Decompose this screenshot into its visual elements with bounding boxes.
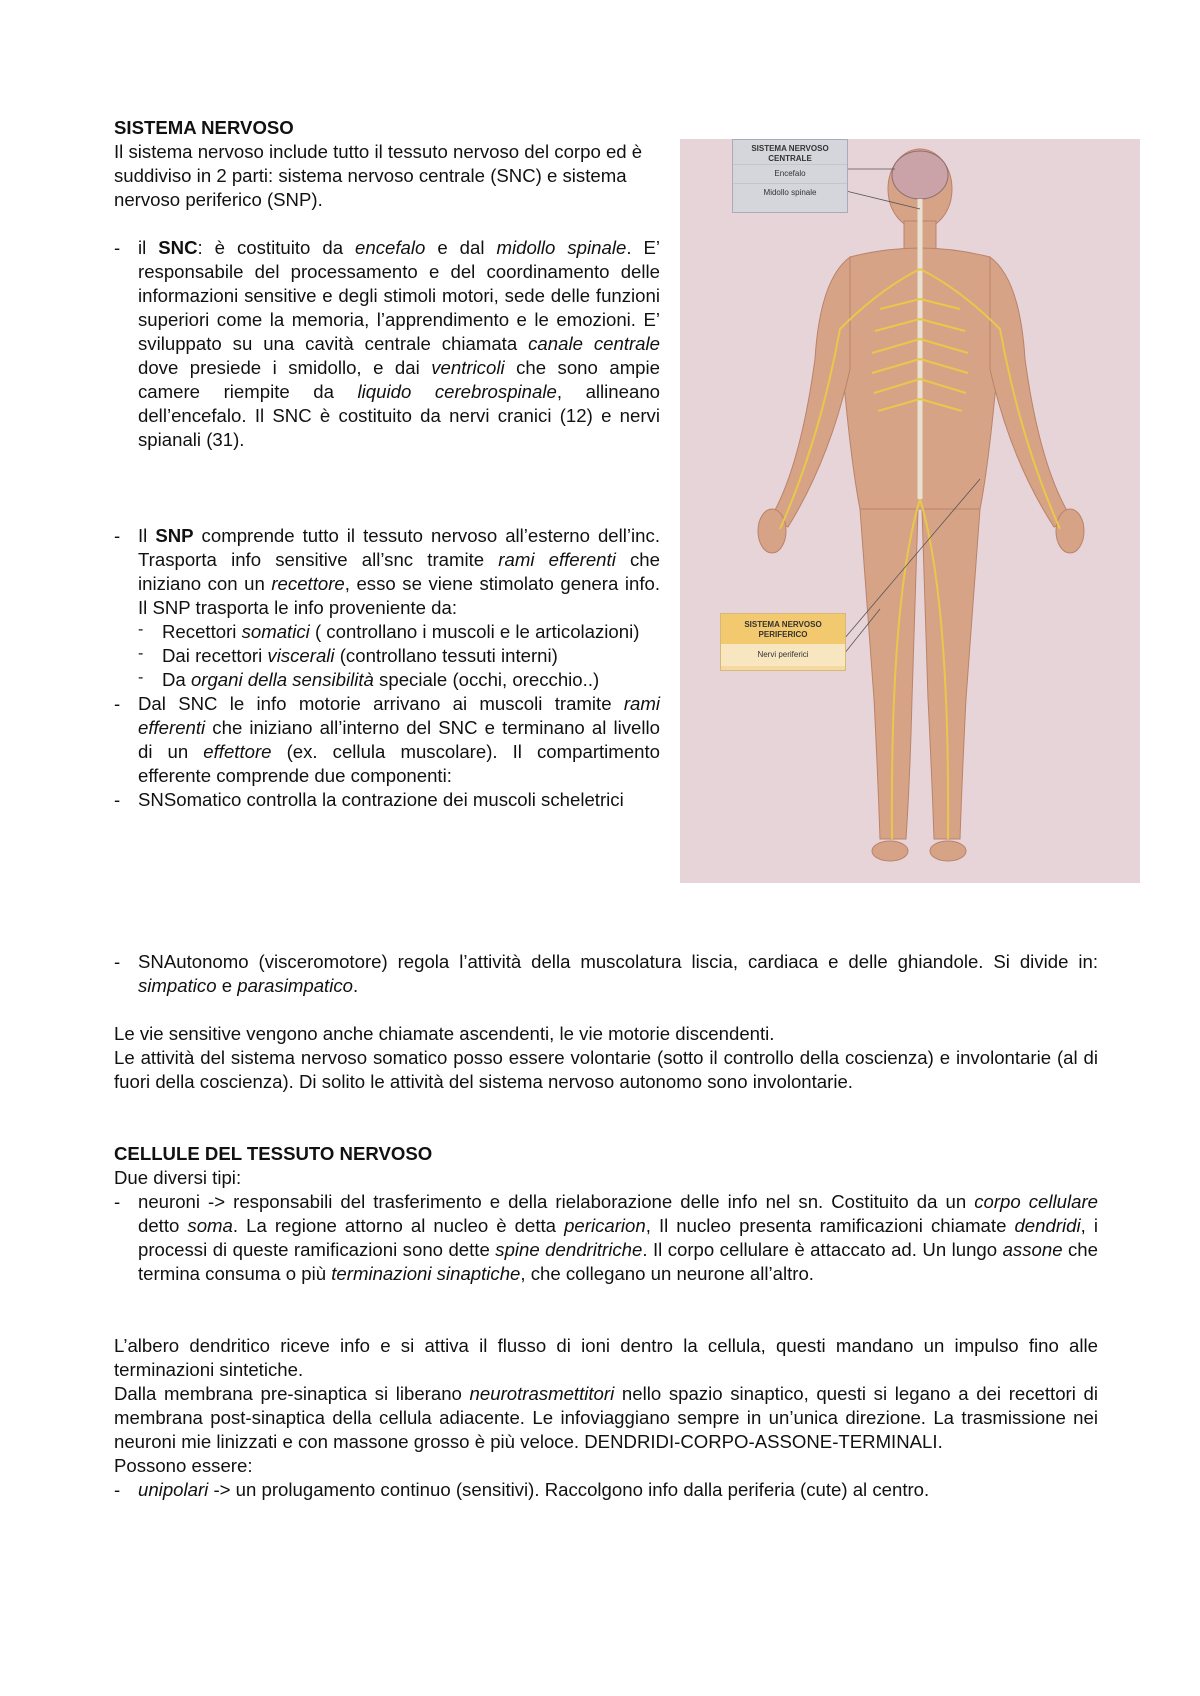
page-title: SISTEMA NERVOSO <box>114 117 294 138</box>
brain-icon <box>892 151 948 199</box>
nervi-label: Nervi periferici <box>721 644 845 666</box>
unipolari-list-item: - unipolari -> un prolugamento continuo (sensitivi). Raccolgono info dalla periferia (cute) al centro. <box>114 1479 930 1500</box>
intro-paragraph <box>114 140 654 212</box>
snp-label-title: SISTEMA NERVOSO PERIFERICO <box>721 614 845 644</box>
sns-list-item: - SNSomatico controlla la contrazione dei muscoli scheletrici <box>114 789 624 810</box>
bullet-dash: - <box>114 237 121 258</box>
snp-label-box <box>720 613 846 671</box>
snp-sub-item-somatici: - Recettori somatici ( controllano i muscoli e le articolazioni) <box>138 621 640 642</box>
encefalo-label: Encefalo <box>733 164 847 183</box>
albero-text: L’albero dendritico riceve info e si attiva il flusso di ioni dentro la cellula, questi mandano un impulso fino alle terminazioni sintetiche. <box>114 1335 1098 1380</box>
cells-heading: CELLULE DEL TESSUTO NERVOSO <box>114 1143 433 1164</box>
vie-text: Le vie sensitive vengono anche chiamate ascendenti, le vie motorie discendenti. <box>114 1023 775 1044</box>
midollo-label: Midollo spinale <box>733 183 847 202</box>
snp-sub-item-organi: - Da organi della sensibilità speciale (occhi, orecchio..) <box>138 669 600 690</box>
bullet-dash: - <box>114 525 121 546</box>
intro-text: Il sistema nervoso include tutto il tessuto nervoso del corpo ed è suddiviso in 2 parti: sistema nervoso centrale (SNC) e sistema nervoso periferico (SNP). <box>114 141 643 210</box>
vie-paragraph <box>114 1022 1098 1094</box>
snc-list-item: - il SNC: è costituito da encefalo e dal midollo spinale. E’ responsabile del processamento e del coordinamento delle informazioni sensitive e degli stimoli motori, sede delle funzioni superiori come la memoria, l’apprendimento e le emozioni. E’ sviluppato su una cavità centrale chiamata canale centrale dove presiede i smidollo, e dai ventricoli che sono ampie camere riempite da liquido cerebrospinale, allineano dell’encefalo. Il SNC è costituito da nervi cranici (12) e nervi spianali (31). <box>114 237 661 450</box>
attivita-text: Le attività del sistema nervoso somatico posso essere volontarie (sotto il controllo della coscienza) e involontarie (al di fuori della coscienza). Di solito le attività del sistema nervoso autonomo sono involontarie. <box>114 1047 1098 1092</box>
body-illustration <box>680 139 1140 883</box>
nervous-system-figure <box>680 139 1140 883</box>
snp-sub-item-viscerali: - Dai recettori viscerali (controllano tessuti interni) <box>138 645 558 666</box>
snc-label-title: SISTEMA NERVOSO CENTRALE <box>751 144 829 163</box>
neuroni-list-item: - neuroni -> responsabili del trasferimento e della rielaborazione delle info nel sn. Costituito da un corpo cellulare detto soma. La regione attorno al nucleo è detta pericarion, Il nucleo presenta ramificazioni chiamate dendridi, i processi di queste ramificazioni sono dette spine dendritriche. Il corpo cellulare è attaccato ad. Un lungo assone che termina consuma o più terminazioni sinaptiche, che collegano un neurone all’altro. <box>114 1191 1098 1284</box>
membrana-text: Dalla membrana pre-sinaptica si liberano neurotrasmettitori nello spazio sinaptico, questi si legano a dei recettori di membrana post-sinaptica della cellula adiacente. Le infoviaggiano sempre in un’unica direzione. La trasmissione nei neuroni mie linizzati e con massone grosso è più veloce. DENDRIDI-CORPO-ASSONE-TERMINALI. <box>114 1383 1098 1452</box>
motor-list-item: - Dal SNC le info motorie arrivano ai muscoli tramite rami efferenti che iniziano all’interno del SNC e terminano al livello di un effettore (ex. cellula muscolare). Il compartimento efferente comprende due componenti: <box>114 693 660 786</box>
snp-list-item: - Il SNP comprende tutto il tessuto nervoso all’esterno dell’inc. Trasporta info sensitive all’snc tramite rami efferenti che iniziano con un recettore, esso se viene stimolato genera info. Il SNP trasporta le info proveniente da: - Recettori somatici ( controllano i muscoli e le articolazioni) - Dai recettori viscerali (controllano tessuti interni) - Da organi della sensibilità speciale (occhi, orecchio..) - Dal SNC le info motorie arrivano ai muscoli tramite rami efferenti che iniziano all’interno del SNC e terminano al livello di un effettore (ex. cellula muscolare). Il compartimento efferente comprende due componenti: - SNSomatico controlla la contrazione dei muscoli scheletrici <box>114 525 660 810</box>
tipi-line: Due diversi tipi: <box>114 1167 242 1188</box>
albero-paragraph <box>114 1334 1098 1502</box>
possono-text: Possono essere: <box>114 1455 253 1476</box>
sna-list-item: - SNAutonomo (visceromotore) regola l’attività della muscolatura liscia, cardiaca e delle ghiandole. Si divide in: simpatico e parasimpatico. <box>114 951 1098 996</box>
snc-label-box <box>732 139 848 213</box>
